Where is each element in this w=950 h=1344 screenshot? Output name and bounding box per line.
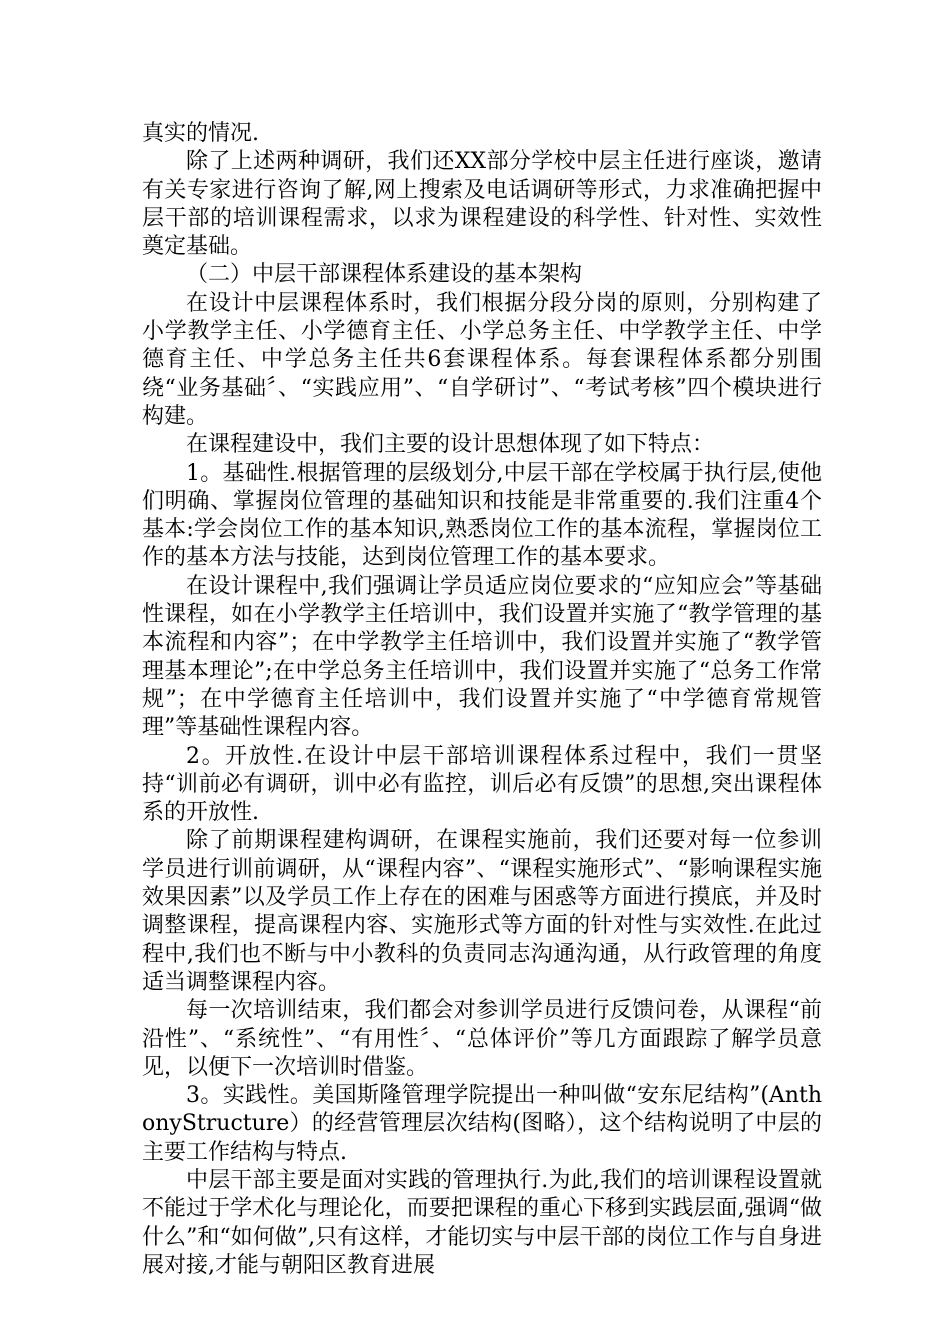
document-body (142, 120, 822, 1280)
paragraph-5: 1。基础性.根据管理的层级划分,中层干部在学校属于执行层,使他们明确、掌握岗位管理的基础知识和技能是非常重要的.我们注重4个基本:学会岗位工作的基本知识,熟悉岗位工作的基本流程，掌握岗位工作的基本方法与技能，达到岗位管理工作的基本要求。 (142, 460, 822, 571)
paragraph-4: 在课程建设中，我们主要的设计思想体现了如下特点： (186, 432, 715, 458)
section-heading: （二）中层干部课程体系建设的基本架构 (186, 262, 583, 288)
paragraph-10: 3。实践性。美国斯隆管理学院提出一种叫做“安东尼结构”(AnthonyStructure）的经营管理层次结构(图略），这个结构说明了中层的主要工作结构与特点. (142, 1083, 822, 1165)
paragraph-6: 在设计课程中,我们强调让学员适应岗位要求的“应知应会”等基础性课程，如在小学教学主任培训中，我们设置并实施了“教学管理的基本流程和内容”；在中学教学主任培训中，我们设置并实施了“教学管理基本理论”;在中学总务主任培训中，我们设置并实施了“总务工作常规”；在中学德育主任培训中，我们设置并实施了“中学德育常规管理”等基础性课程内容。 (142, 573, 822, 741)
paragraph-7: 2。开放性.在设计中层干部培训课程体系过程中，我们一贯坚持“训前必有调研，训中必有监控，训后必有反馈”的思想,突出课程体系的开放性. (142, 743, 822, 826)
paragraph-3: 在设计中层课程体系时，我们根据分段分岗的原则，分别构建了小学教学主任、小学德育主任、小学总务主任、中学教学主任、中学德育主任、中学总务主任共6套课程体系。每套课程体系都分别围绕“业务基础〞、“实践应用”、“自学研讨”、“考试考核”四个模块进行构建。 (142, 290, 822, 429)
paragraph-11: 中层干部主要是面对实践的管理执行.为此,我们的培训课程设置就不能过于学术化与理论化，而要把课程的重心下移到实践层面,强调“做什么”和“如何做”,只有这样，才能切实与中层干部的岗位工作与自身进展对接,才能与朝阳区教育进展 (142, 1167, 822, 1278)
paragraph-8: 除了前期课程建构调研，在课程实施前，我们还要对每一位参训学员进行训前调研，从“课程内容”、“课程实施形式”、“影响课程实施效果因素”以及学员工作上存在的困难与困惑等方面进行摸底，并及时调整课程，提高课程内容、实施形式等方面的针对性与实效性.在此过程中,我们也不断与中小教科的负责同志沟通沟通，从行政管理的角度适当调整课程内容。 (142, 828, 822, 995)
paragraph-9: 每一次培训结束，我们都会对参训学员进行反馈问卷，从课程“前沿性”、“系统性”、“有用性〞、“总体评价”等几方面跟踪了解学员意见，以便下一次培训时借鉴。 (142, 998, 822, 1080)
paragraph-1: 真实的情况. (142, 121, 259, 146)
paragraph-2: 除了上述两种调研，我们还XX部分学校中层主任进行座谈，邀请有关专家进行咨询了解,网上搜索及电话调研等形式，力求准确把握中层干部的培训课程需求，以求为课程建设的科学性、针对性、实效性奠定基础。 (142, 149, 822, 260)
